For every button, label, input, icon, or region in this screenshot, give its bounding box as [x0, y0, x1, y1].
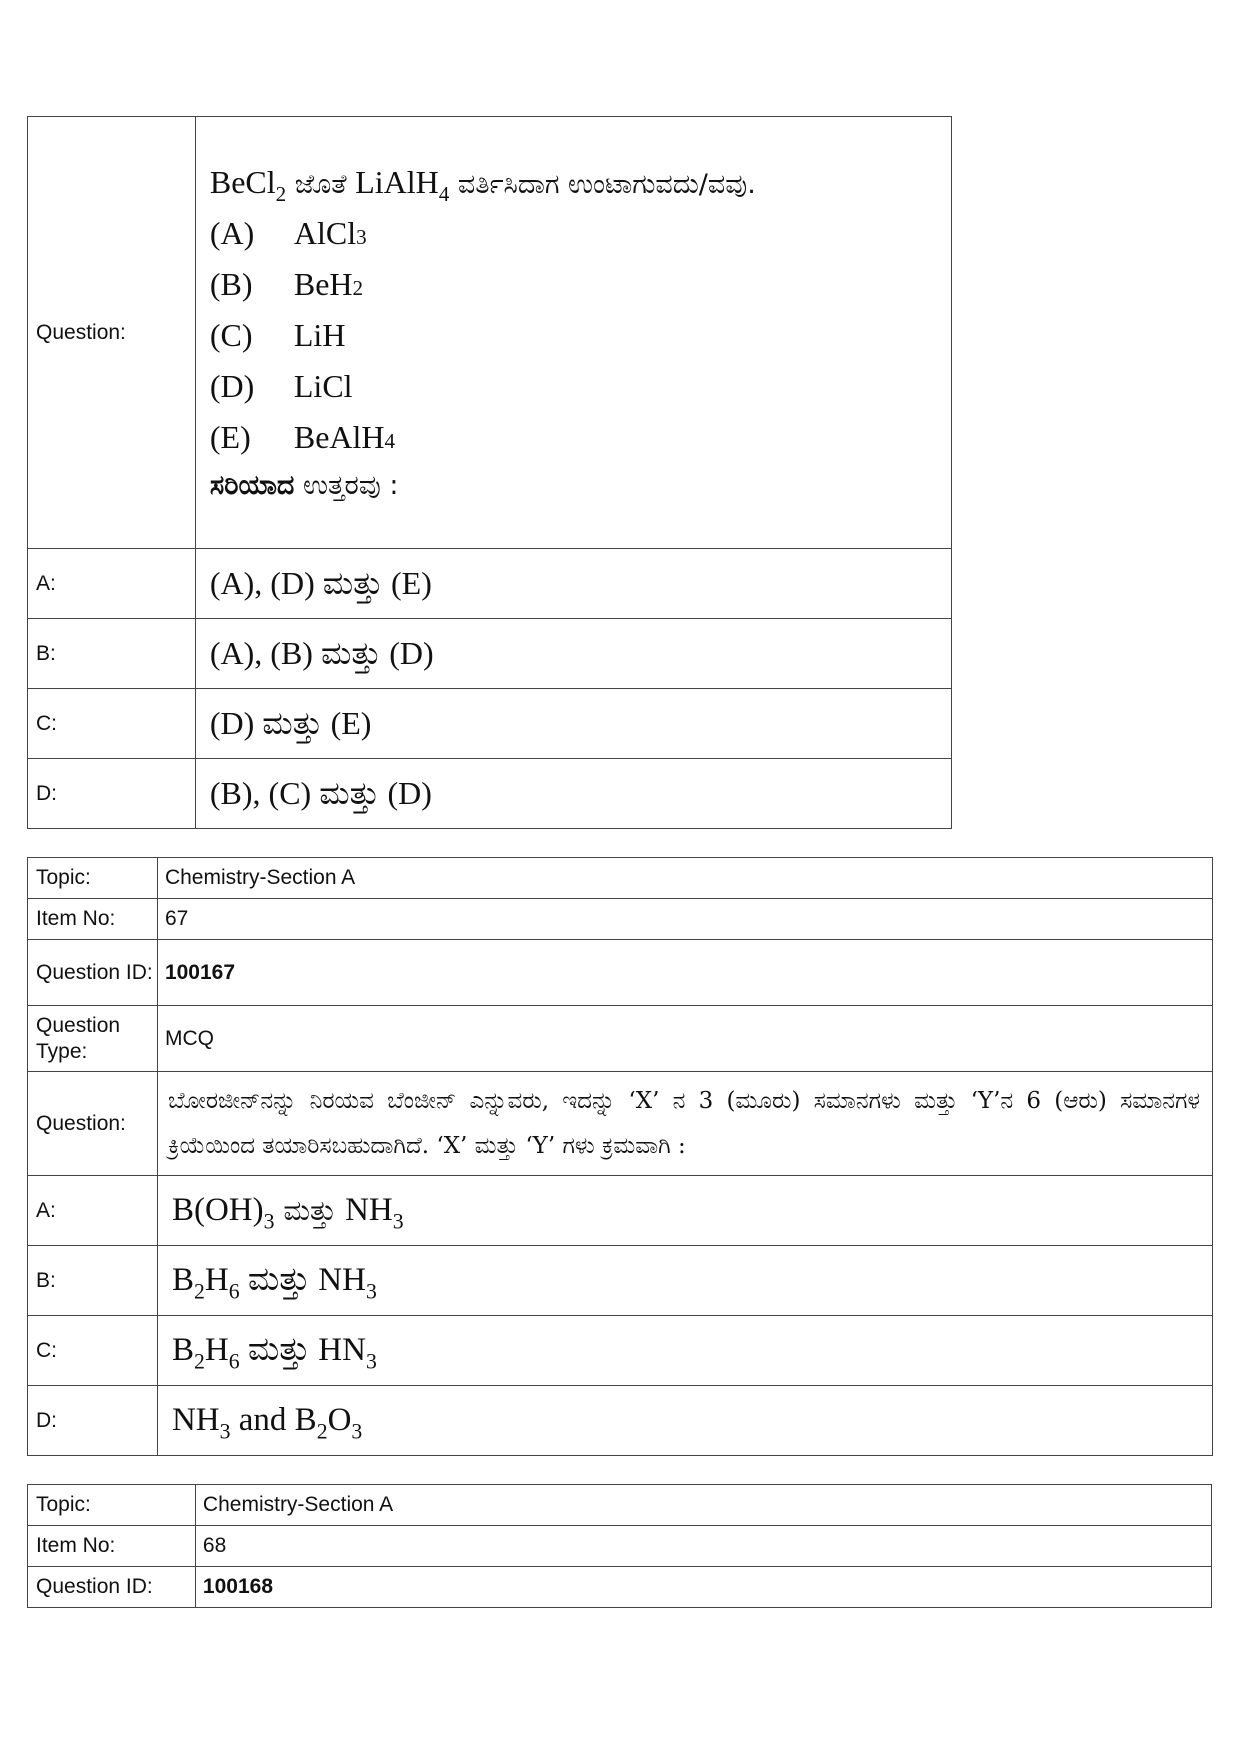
question-item-key: (C) [209, 316, 253, 353]
option-text: (D) ಮತ್ತು (E) [195, 689, 951, 759]
question-row [28, 1072, 1213, 1176]
option-formula: $B_2H_6$ ಮತ್ತು $HN_3$ [157, 1316, 1212, 1386]
topic-label: Topic: [28, 858, 158, 899]
option-row-b [28, 1246, 1213, 1316]
option-row-a [28, 1176, 1213, 1246]
question-id-label: Question ID: [28, 1567, 196, 1608]
question-item [210, 317, 951, 354]
question-type-label: Question Type: [28, 1006, 158, 1072]
item-no-value: 67 [157, 899, 1212, 940]
option-text: (A), (B) ಮತ್ತು (D) [195, 619, 951, 689]
option-row-d [28, 759, 952, 829]
question-item: (A) AlCl 3 [209, 214, 367, 251]
option-label: B: [28, 619, 196, 689]
item-no-label: Item No: [28, 899, 158, 940]
question-type-value: MCQ [157, 1006, 1212, 1072]
question-item-key: (A) [209, 214, 255, 251]
item-no-row [28, 1526, 1212, 1567]
question-item: (E) BeAlH 4 [209, 418, 396, 455]
item-no-label: Item No: [28, 1526, 196, 1567]
topic-label: Topic: [28, 1485, 196, 1526]
question-item-key: (E) [209, 418, 251, 455]
question-item-formula: BeH [293, 265, 353, 302]
question-label: Question: [28, 1072, 158, 1176]
question-id-value: 100167 [157, 940, 1212, 1006]
option-label: D: [28, 1386, 158, 1456]
question-content [195, 117, 951, 549]
option-label: D: [28, 759, 196, 829]
question-item-formula: LiH [293, 316, 346, 353]
option-row-c [28, 689, 952, 759]
question-item-key: (D) [209, 367, 255, 404]
question-item [210, 368, 951, 405]
question-table-2 [27, 857, 1213, 1456]
option-text: (B), (C) ಮತ್ತು (D) [195, 759, 951, 829]
topic-row [28, 858, 1213, 899]
item-no-value: 68 [195, 1526, 1211, 1567]
option-label: C: [28, 689, 196, 759]
item-no-row [28, 899, 1213, 940]
option-row-c [28, 1316, 1213, 1386]
question-text: ಬೋರಜೀನ್‌ನನ್ನು ನಿರಯವ ಬೆಂಜೀನ್ ಎನ್ನುವರು, ಇದನ್ನು ‘X’ ನ 3 (ಮೂರು) ಸಮಾನಗಳು ಮತ್ತು ‘Y’ನ 6 (ಆರು) ಸಮಾನಗಳ ಕ್ರಿಯೆಯಿಂದ ತಯಾರಿಸಬಹುದಾಗಿದೆ. ‘X’ ಮತ್ತು ‘Y’ ಗಳು ಕ್ರಮವಾಗಿ : [157, 1072, 1212, 1176]
question-item: (B) BeH 2 [209, 265, 364, 302]
option-label: B: [28, 1246, 158, 1316]
question-table-1 [27, 116, 952, 829]
option-row-b [28, 619, 952, 689]
option-formula: $B_2H_6$ ಮತ್ತು $NH_3$ [157, 1246, 1212, 1316]
question-item-formula: BeAlH [293, 418, 385, 455]
correct-answer-prompt: ಸರಿಯಾದ ಉತ್ತರವು : [209, 469, 399, 501]
option-row-a [28, 549, 952, 619]
option-text: (A), (D) ಮತ್ತು (E) [195, 549, 951, 619]
option-row-d [28, 1386, 1213, 1456]
question-stem: BeCl$_2$ ಜೊತೆ LiAlH$_4$ ವರ್ತಿಸಿದಾಗ ಉಂಟಾಗುವದು/ವವು. [209, 163, 756, 206]
question-item-key: (B) [209, 265, 253, 302]
question-item-formula: LiCl [293, 367, 353, 404]
question-item-formula: AlCl [293, 214, 357, 251]
question-label: Question: [28, 117, 196, 549]
question-item-list [210, 215, 951, 456]
question-id-row [28, 1567, 1212, 1608]
option-label: A: [28, 1176, 158, 1246]
topic-value: Chemistry-Section A [195, 1485, 1211, 1526]
question-id-row [28, 940, 1213, 1006]
question-table-3 [27, 1484, 1212, 1608]
question-row [28, 117, 952, 549]
question-type-row [28, 1006, 1213, 1072]
option-label: A: [28, 549, 196, 619]
topic-row [28, 1485, 1212, 1526]
option-formula: $B(OH)_3$ ಮತ್ತು $NH_3$ [157, 1176, 1212, 1246]
question-id-value: 100168 [195, 1567, 1211, 1608]
topic-value: Chemistry-Section A [157, 858, 1212, 899]
question-id-label: Question ID: [28, 940, 158, 1006]
option-formula: $NH_3$ and $B_2O_3$ [157, 1386, 1212, 1456]
option-label: C: [28, 1316, 158, 1386]
